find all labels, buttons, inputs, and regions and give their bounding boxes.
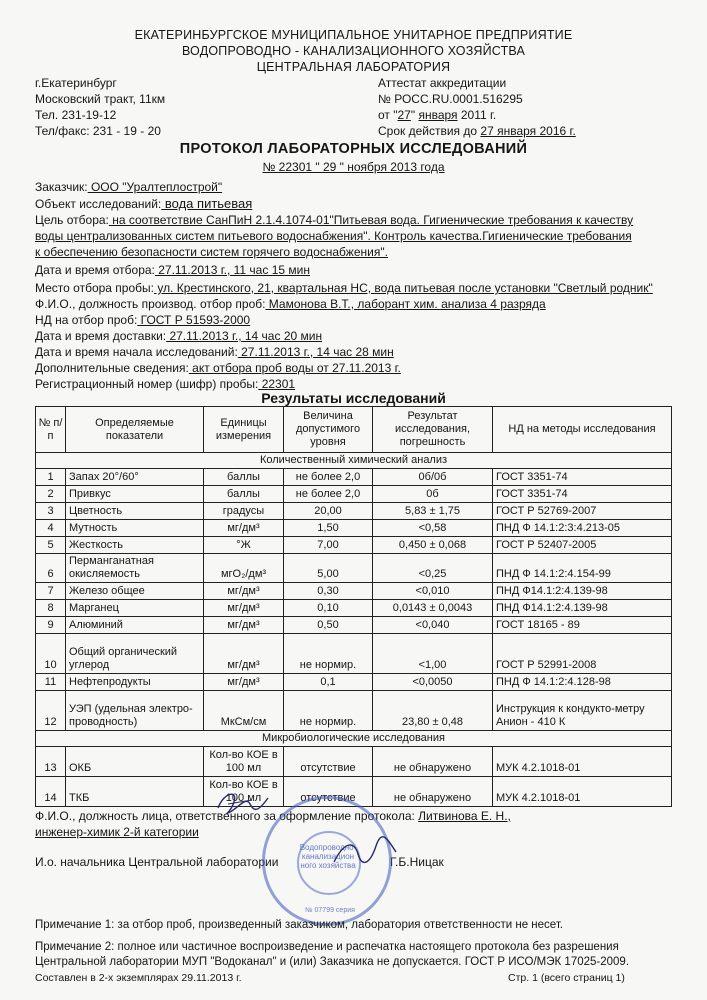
row-result: 0,0143 ± 0,0043 — [373, 600, 493, 617]
lab-head-name: Г.Б.Ницак — [390, 855, 444, 869]
purpose-line-3 — [35, 245, 388, 260]
row-unit: баллы — [204, 469, 284, 486]
from-month: января — [418, 108, 458, 122]
stamp-center-text: Водопроводно-канализацион ного хозяйства — [299, 843, 357, 870]
header-indicator: Определяемые показатели — [66, 407, 204, 453]
row-number: 7 — [36, 583, 66, 600]
row-indicator: УЭП (удельная электро-проводность) — [66, 691, 204, 731]
place-label: Место отбора пробы: — [35, 281, 154, 295]
valid-date: 27 января 2016 г. — [480, 124, 576, 138]
sampling-place — [35, 281, 653, 296]
row-result: <0,0050 — [373, 674, 493, 691]
row-number: 13 — [36, 747, 66, 777]
row-limit: 0,50 — [284, 617, 373, 634]
header-limit: Величина допустимого уровня — [284, 407, 373, 453]
row-number: 12 — [36, 691, 66, 731]
from-day: 27 — [397, 108, 411, 122]
datetime-value: 27.11.2013 г., 11 час 15 мин — [154, 263, 310, 277]
row-unit: МкСм/см — [204, 691, 284, 731]
section-microbiology — [36, 731, 672, 747]
city: г.Екатеринбург — [35, 76, 117, 90]
extra-info — [35, 361, 401, 376]
results-table — [35, 406, 672, 807]
start-label: Дата и время начала исследований: — [35, 345, 238, 359]
row-number: 8 — [36, 600, 66, 617]
table-row — [36, 600, 672, 617]
object-label: Объект исследований: — [35, 197, 162, 211]
row-indicator: Жесткость — [66, 537, 204, 554]
row-number: 3 — [36, 503, 66, 520]
start-datetime — [35, 345, 394, 360]
purpose-line-2 — [35, 229, 632, 244]
row-limit: отсутствие — [284, 777, 373, 807]
datetime-label: Дата и время отбора: — [35, 263, 155, 277]
row-limit: не более 2,0 — [284, 469, 373, 486]
from-quote: " — [410, 108, 416, 122]
valid-until — [378, 124, 576, 139]
responsible-name: Литвинова Е. Н., — [418, 809, 511, 823]
row-indicator: ТКБ — [66, 777, 204, 807]
row-limit: 5,00 — [284, 554, 373, 583]
row-result: 23,80 ± 0,48 — [373, 691, 493, 731]
signature-head — [330, 832, 400, 872]
row-unit: мгО₂/дм³ — [204, 554, 284, 583]
sampler — [35, 297, 546, 312]
responsible-position — [35, 825, 199, 840]
row-limit: 7,00 — [284, 537, 373, 554]
row-indicator: Нефтепродукты — [66, 674, 204, 691]
nd-sampling — [35, 313, 250, 328]
row-method: МУК 4.2.1018-01 — [493, 777, 672, 807]
row-unit: мг/дм³ — [204, 520, 284, 537]
protocol-title: ПРОТОКОЛ ЛАБОРАТОРНЫХ ИССЛЕДОВАНИЙ — [179, 141, 528, 157]
stamp-number: № 07799 серия — [305, 907, 355, 914]
extra-label: Дополнительные сведения: — [35, 361, 189, 375]
section-chemical — [36, 453, 672, 469]
row-method: ГОСТ Р 52407-2005 — [493, 537, 672, 554]
purpose-line-1 — [35, 213, 633, 228]
customer — [35, 180, 222, 195]
header-units: Единицы измерения — [204, 407, 284, 453]
sampling-datetime — [35, 263, 310, 278]
results-title: Результаты исследований — [261, 390, 446, 406]
responsible-position-text: инженер-химик 2-й категории — [35, 825, 199, 839]
from-prefix: от " — [378, 108, 398, 122]
table-row — [36, 617, 672, 634]
nd-value: ГОСТ Р 51593-2000 — [137, 313, 251, 327]
row-indicator: Привкус — [66, 486, 204, 503]
row-number: 9 — [36, 617, 66, 634]
delivery-datetime — [35, 329, 322, 344]
row-number: 6 — [36, 554, 66, 583]
table-row — [36, 747, 672, 777]
purpose-label: Цель отбора: — [35, 213, 109, 227]
row-number: 1 — [36, 469, 66, 486]
row-method: ПНД Ф14.1:2:4.139-98 — [493, 583, 672, 600]
section-chemical-label: Количественный химический анализ — [36, 453, 672, 469]
row-method: ГОСТ 3351-74 — [493, 486, 672, 503]
signature-responsible — [212, 786, 272, 820]
header-result: Результат исследования, погрешность — [373, 407, 493, 453]
sampler-label: Ф.И.О., должность производ. отбор проб: — [35, 297, 266, 311]
table-row — [36, 537, 672, 554]
table-row — [36, 520, 672, 537]
row-limit: 20,00 — [284, 503, 373, 520]
row-method: ГОСТ 18165 - 89 — [493, 617, 672, 634]
org-name-line-3: ЦЕНТРАЛЬНАЯ ЛАБОРАТОРИЯ — [256, 60, 451, 74]
row-method: Инструкция к кондукто-метру Анион - 410 К — [493, 691, 672, 731]
table-row — [36, 469, 672, 486]
row-result: не обнаружено — [373, 747, 493, 777]
header-method: НД на методы исследования — [493, 407, 672, 453]
row-unit: мг/дм³ — [204, 600, 284, 617]
row-unit: мг/дм³ — [204, 583, 284, 600]
row-limit: отсутствие — [284, 747, 373, 777]
row-unit: баллы — [204, 486, 284, 503]
copies-note: Составлен в 2-х экземплярах 29.11.2013 г. — [35, 972, 242, 984]
row-method: ГОСТ 3351-74 — [493, 469, 672, 486]
object-value: вода питьевая — [161, 196, 253, 211]
extra-value: акт отбора проб воды от 27.11.2013 г. — [188, 361, 401, 375]
sampler-value: Мамонова В.Т., лаборант хим. анализа 4 разряда — [265, 297, 546, 311]
row-result: не обнаружено — [373, 777, 493, 807]
reg-label: Регистрационный номер (шифр) пробы: — [35, 377, 259, 391]
row-limit: не нормир. — [284, 691, 373, 731]
row-limit: 0,10 — [284, 600, 373, 617]
row-indicator: Алюминий — [66, 617, 204, 634]
row-number: 14 — [36, 777, 66, 807]
row-limit: не более 2,0 — [284, 486, 373, 503]
row-method: ПНД Ф 14.1:2:4.154-99 — [493, 554, 672, 583]
protocol-number-text: № 22301 " 29 " ноября 2013 года — [262, 160, 445, 174]
phone: Тел. 231-19-12 — [35, 108, 117, 122]
row-number: 11 — [36, 674, 66, 691]
row-indicator: Железо общее — [66, 583, 204, 600]
row-number: 2 — [36, 486, 66, 503]
note-2-line-2: Центральной лаборатории МУП "Водоканал" и (или) Заказчика не допускается. ГОСТ Р ИСО/МЭК 17025-2009. — [35, 956, 630, 968]
row-indicator: Цветность — [66, 503, 204, 520]
lab-head-label: И.о. начальника Центральной лаборатории — [35, 855, 279, 869]
row-method: ПНД Ф 14.1:2:4.128-98 — [493, 674, 672, 691]
protocol-number — [0, 160, 707, 174]
section-microbiology-label: Микробиологические исследования — [36, 731, 672, 747]
row-indicator: Запах 20°/60° — [66, 469, 204, 486]
row-indicator: Марганец — [66, 600, 204, 617]
row-limit: 0,1 — [284, 674, 373, 691]
purpose-value-3: к обеспечению безопасности систем горячего водоснабжения". — [35, 245, 388, 259]
row-unit: мг/дм³ — [204, 634, 284, 674]
row-number: 10 — [36, 634, 66, 674]
table-row — [36, 674, 672, 691]
header-num: № п/п — [36, 407, 66, 453]
org-name-line-2: ВОДОПРОВОДНО - КАНАЛИЗАЦИОННОГО ХОЗЯЙСТВА — [181, 44, 526, 58]
purpose-value-2: воды централизованных систем питьевого водоснабжения". Контроль качества.Гигиенические требования — [35, 229, 632, 243]
table-row — [36, 503, 672, 520]
table-row — [36, 691, 672, 731]
table-row — [36, 634, 672, 674]
row-indicator: Мутность — [66, 520, 204, 537]
row-result: 5,83 ± 1,75 — [373, 503, 493, 520]
row-method: ГОСТ Р 52769-2007 — [493, 503, 672, 520]
from-year: 2011 г. — [457, 108, 497, 122]
table-row — [36, 583, 672, 600]
row-number: 5 — [36, 537, 66, 554]
table-row — [36, 486, 672, 503]
row-result: <1,00 — [373, 634, 493, 674]
nd-label: НД на отбор проб: — [35, 313, 138, 327]
row-limit: 0,30 — [284, 583, 373, 600]
row-unit: мг/дм³ — [204, 674, 284, 691]
row-unit: мг/дм³ — [204, 617, 284, 634]
responsible-label: Ф.И.О., должность лица, ответственного за оформление протокола: — [35, 809, 415, 823]
row-method: ГОСТ Р 52991-2008 — [493, 634, 672, 674]
row-unit: °Ж — [204, 537, 284, 554]
row-result: <0,58 — [373, 520, 493, 537]
accreditation-number: № РОСС.RU.0001.516295 — [378, 92, 523, 106]
row-result: <0,25 — [373, 554, 493, 583]
note-2-line-1: Примечание 2: полное или частичное воспроизведение и распечатка настоящего протокола без разрешения — [35, 941, 619, 953]
reg-value: 22301 — [258, 377, 296, 391]
row-result: <0,040 — [373, 617, 493, 634]
row-method: ПНД Ф 14.1:2:3:4.213-05 — [493, 520, 672, 537]
row-result: 0б/0б — [373, 469, 493, 486]
customer-value: ООО "Уралтеплострой" — [87, 180, 223, 194]
accreditation-date — [378, 108, 496, 123]
row-limit: не нормир. — [284, 634, 373, 674]
purpose-value-1: на соответствие СанПиН 2.1.4.1074-01"Питьевая вода. Гигиенические требования к качеству — [108, 213, 634, 227]
table-header-row — [36, 407, 672, 453]
valid-label: Срок действия до — [378, 124, 481, 138]
row-limit: 1,50 — [284, 520, 373, 537]
delivery-value: 27.11.2013 г., 14 час 20 мин — [166, 329, 323, 343]
row-result: 0б — [373, 486, 493, 503]
place-value: ул. Крестинского, 21, квартальная НС, вода питьевая после установки "Светлый родник" — [154, 281, 653, 295]
accreditation-label: Аттестат аккредитации — [378, 76, 507, 90]
object — [35, 196, 252, 212]
row-unit: Кол-во КОЕ в 100 мл — [204, 777, 284, 807]
row-result: <0,010 — [373, 583, 493, 600]
row-unit: градусы — [204, 503, 284, 520]
page-number: Стр. 1 (всего страниц 1) — [508, 972, 625, 984]
row-result: 0,450 ± 0,068 — [373, 537, 493, 554]
row-method: МУК 4.2.1018-01 — [493, 747, 672, 777]
row-indicator: Перманганатная окисляемость — [66, 554, 204, 583]
customer-label: Заказчик: — [35, 180, 88, 194]
note-1: Примечание 1: за отбор проб, произведенный заказчиком, лаборатория ответственности не несет. — [35, 919, 564, 931]
table-row — [36, 554, 672, 583]
row-indicator: Общий органический углерод — [66, 634, 204, 674]
row-number: 4 — [36, 520, 66, 537]
address: Московский тракт, 11км — [35, 92, 166, 106]
org-name-line-1: ЕКАТЕРИНБУРГСКОЕ МУНИЦИПАЛЬНОЕ УНИТАРНОЕ ПРЕДПРИЯТИЕ — [134, 28, 573, 42]
responsible-person — [35, 809, 511, 824]
row-unit: Кол-во КОЕ в 100 мл — [204, 747, 284, 777]
row-method: ПНД Ф14.1:2:4.139-98 — [493, 600, 672, 617]
fax: Тел/факс: 231 - 19 - 20 — [35, 124, 161, 138]
row-indicator: ОКБ — [66, 747, 204, 777]
start-value: 27.11.2013 г., 14 час 28 мин — [237, 345, 394, 359]
delivery-label: Дата и время доставки: — [35, 329, 167, 343]
